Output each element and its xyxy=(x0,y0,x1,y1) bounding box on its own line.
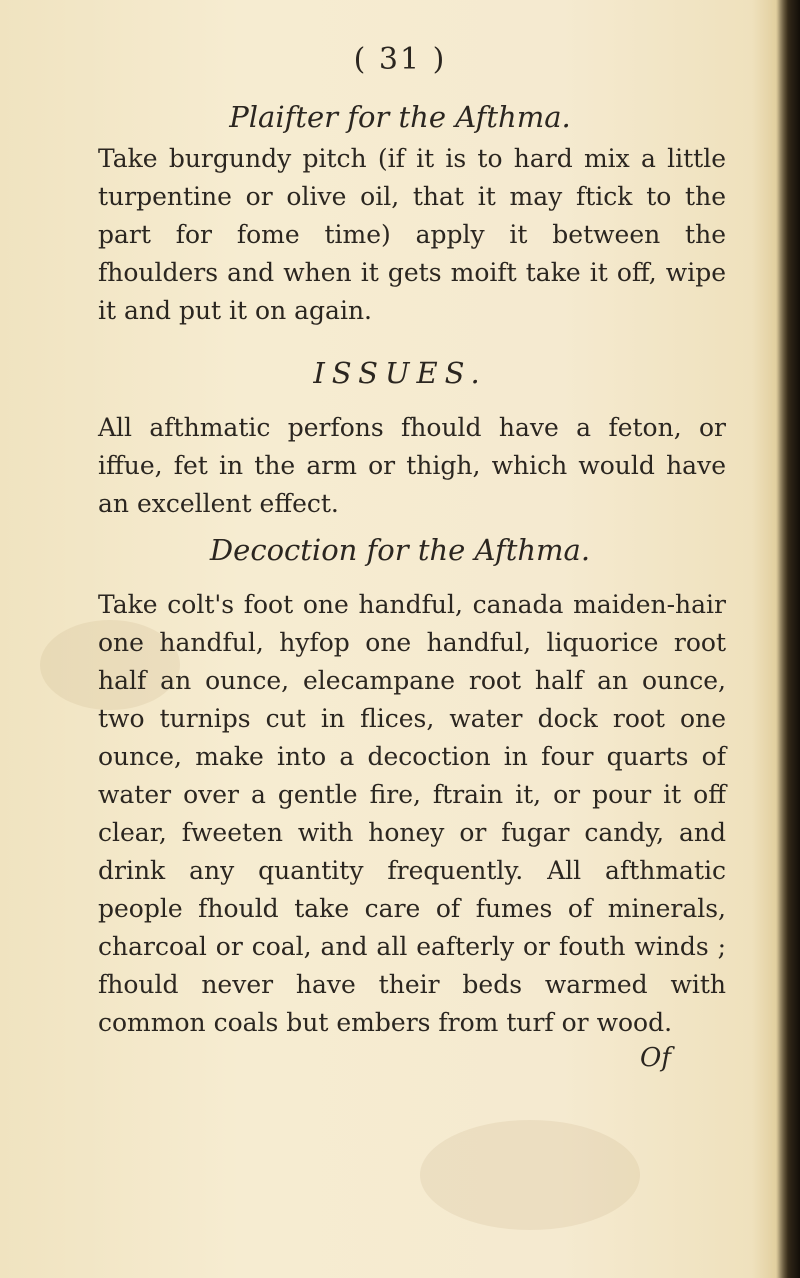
section-heading-decoction: Decoction for the Afthma. xyxy=(209,533,591,567)
paragraph-issues: All afthmatic perfons fhould have a feton, or iffue, fet in the arm or thigh, which would have an excellent effect. xyxy=(98,413,726,518)
paper-stain xyxy=(420,1120,640,1230)
paragraph-decoction: Take colt's foot one handful, canada maiden-hair one handful, hyfop one handful, liquorice root half an ounce, elecampane root half an ounce, two turnips cut in flices, water dock root one ounce, make into a decoction in four quarts of water over a gentle fire, ftrain it, or pour it off clear, fweeten with honey or fugar candy, and drink any quantity frequently. All afthmatic people fhould take care of fumes of minerals, charcoal or coal, and all eafterly or fouth winds ; fhould never have their beds warmed with common coals but embers from turf or wood. xyxy=(98,590,726,1037)
section-heading-issues: ISSUES. xyxy=(313,356,487,390)
page-edge-shadow xyxy=(778,0,800,1278)
section-heading-plaister: Plaifter for the Afthma. xyxy=(229,100,571,134)
page-number: ( 31 ) xyxy=(353,42,447,77)
catchword: Of xyxy=(640,1043,671,1073)
paragraph-plaister: Take burgundy pitch (if it is to hard mix a little turpentine or olive oil, that it may ftick to the part for fome time) apply it between the fhoulders and when it gets moift take it off, wipe it and put it on again. xyxy=(98,144,726,325)
